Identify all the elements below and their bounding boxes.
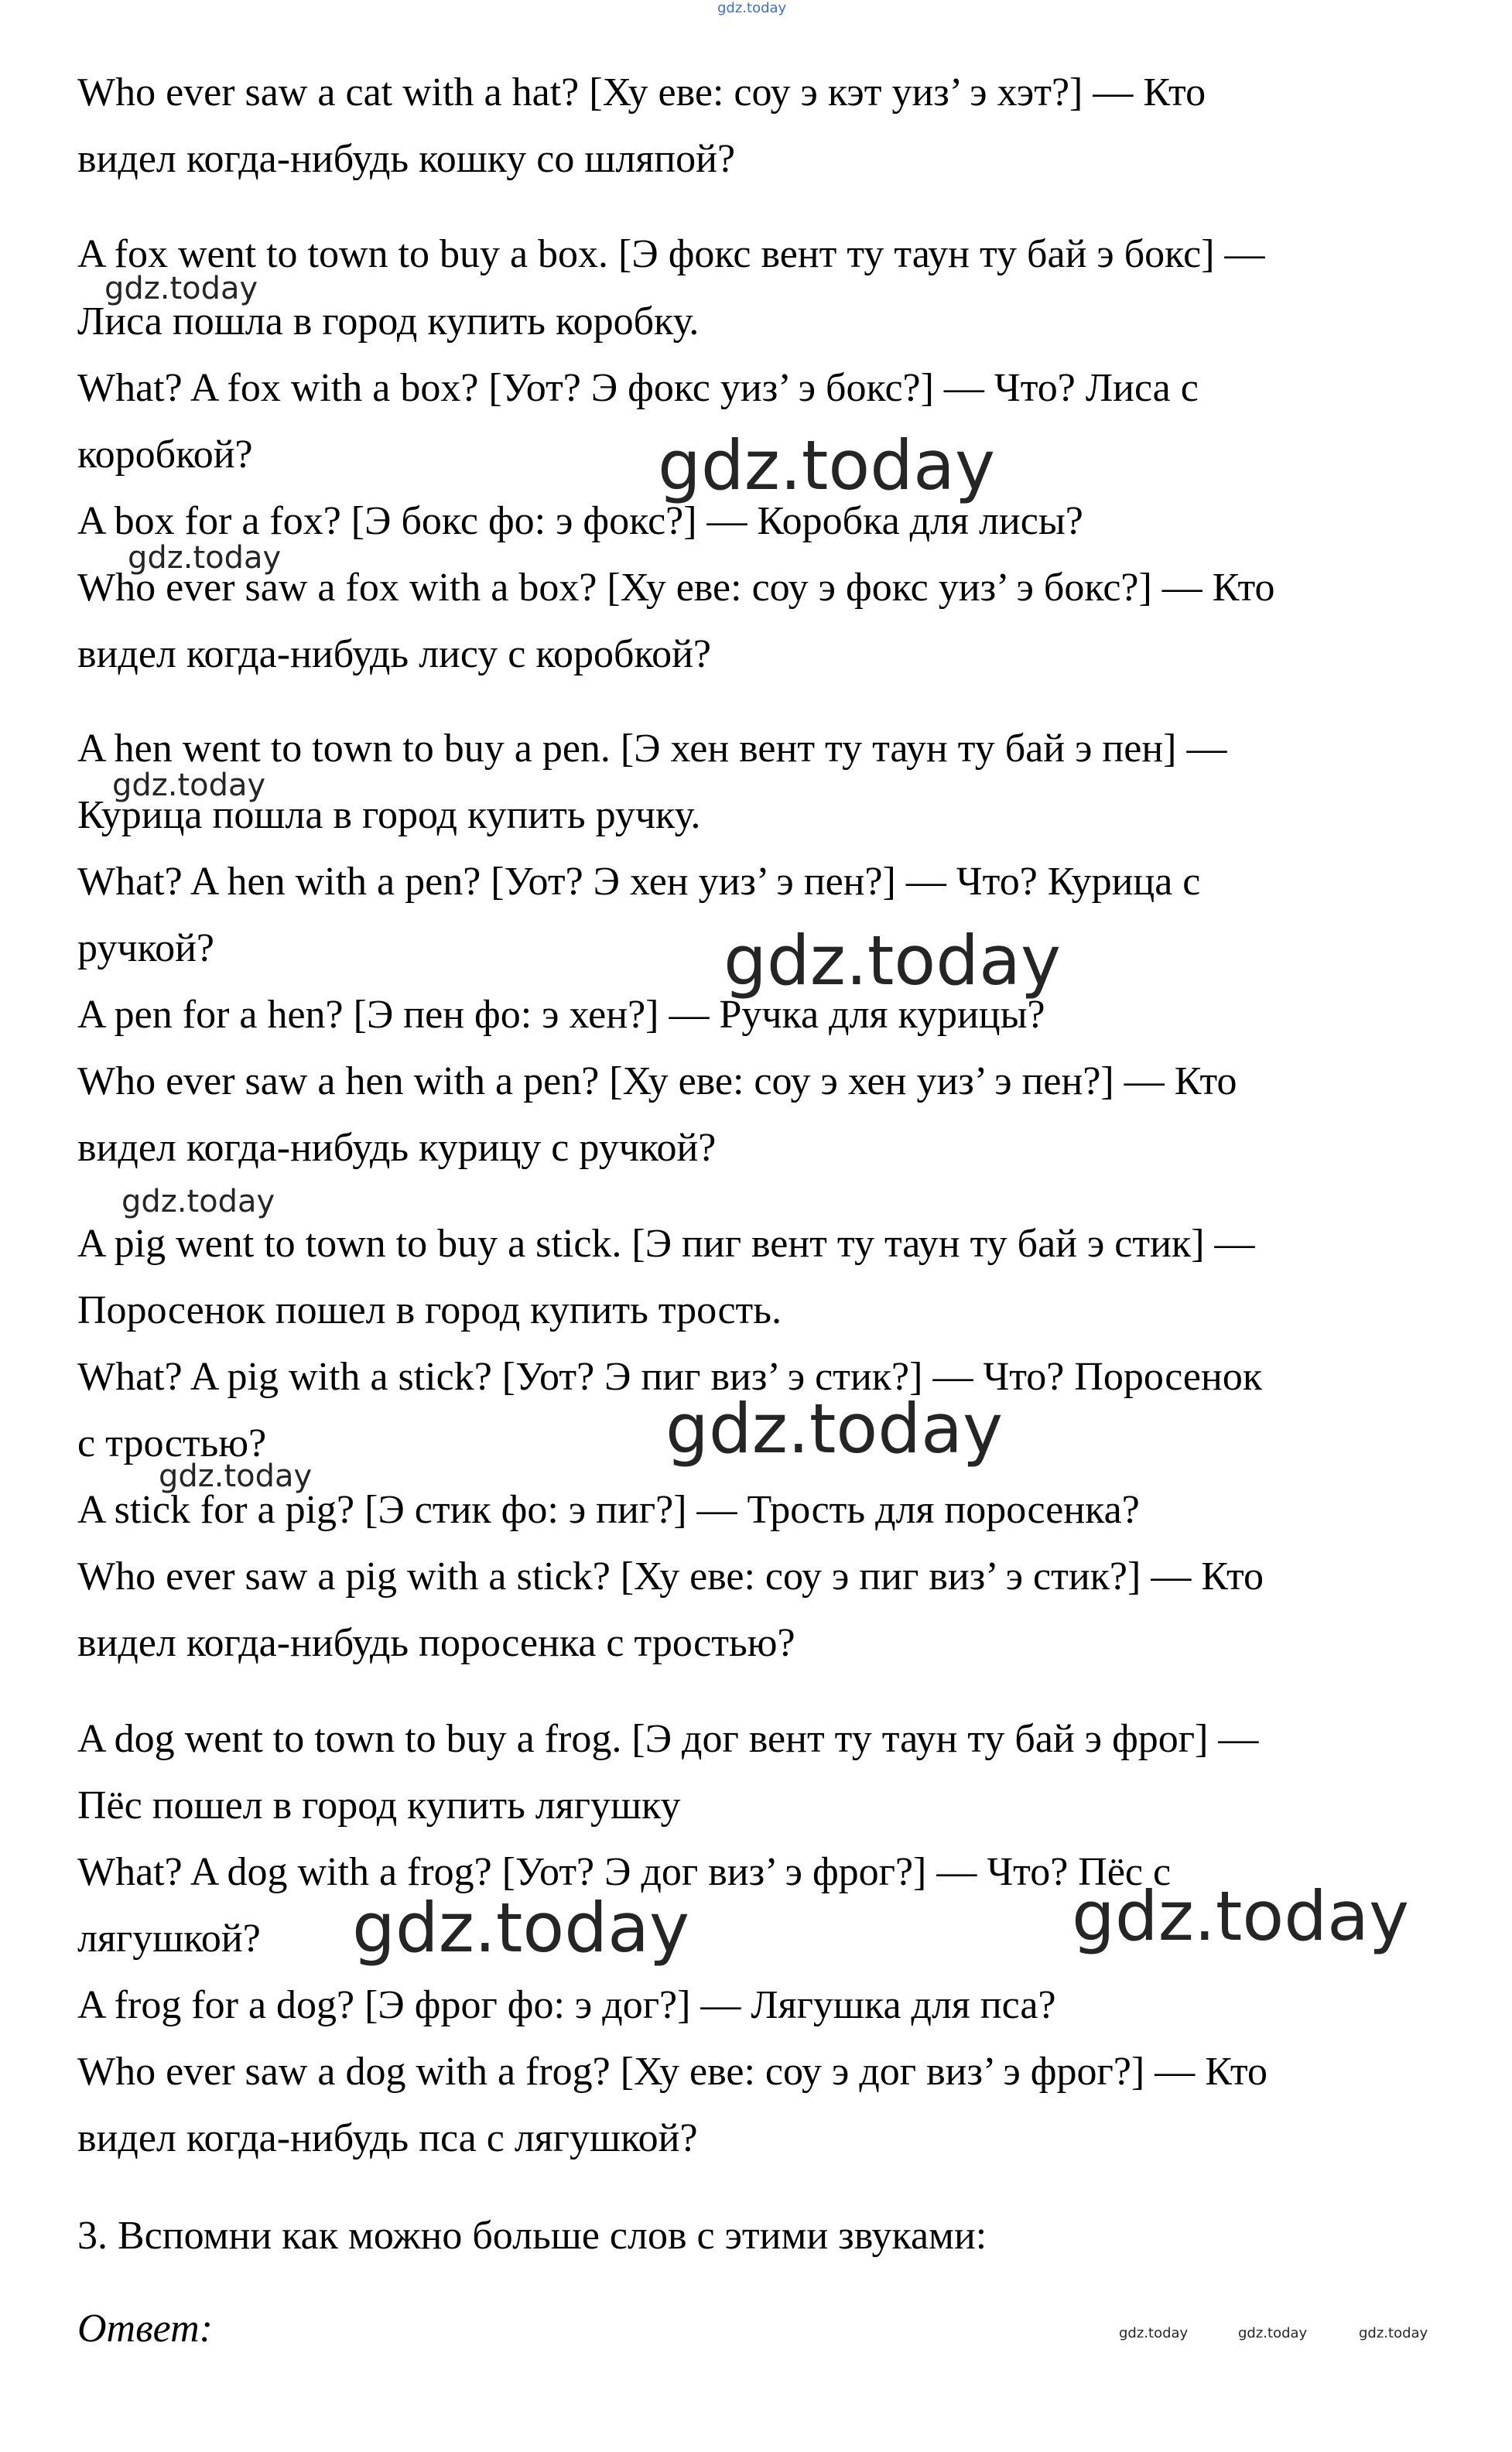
text-line: What? A fox with a box? [Уот? Э фокс уиз’ э бокс?] — Что? Лиса с	[77, 366, 1199, 410]
text-line: Who ever saw a dog with a frog? [Ху еве: соу э дог виз’ э фрог?] — Кто	[77, 2050, 1267, 2094]
watermark: gdz.today	[1238, 2325, 1308, 2341]
text-line: лягушкой?	[77, 1917, 261, 1961]
watermark: gdz.today	[658, 426, 996, 505]
watermark: gdz.today	[112, 768, 266, 803]
text-line: What? A dog with a frog? [Уот? Э дог виз’ э фрог?] — Что? Пёс с	[77, 1850, 1172, 1894]
text-line: A dog went to town to buy a frog. [Э дог вент ту таун ту бай э фрог] —	[77, 1717, 1259, 1761]
text-line: Who ever saw a hen with a pen? [Ху еве: соу э хен уиз’ э пен?] — Кто	[77, 1059, 1237, 1103]
text-line: A pig went to town to buy a stick. [Э пиг вент ту таун ту бай э стик] —	[77, 1222, 1255, 1266]
text-line: Who ever saw a cat with a hat? [Ху еве: соу э кэт уиз’ э хэт?] — Кто	[77, 70, 1206, 115]
text-line: Курица пошла в город купить ручку.	[77, 793, 701, 837]
text-line: Who ever saw a fox with a box? [Ху еве: соу э фокс уиз’ э бокс?] — Кто	[77, 566, 1275, 610]
watermark: gdz.today	[128, 540, 282, 576]
text-line: A frog for a dog? [Э фрог фо: э дог?] — Лягушка для пса?	[77, 1983, 1056, 2027]
text-line: A box for a fox? [Э бокс фо: э фокс?] — Коробка для лисы?	[77, 499, 1083, 543]
text-line: с тростью?	[77, 1421, 267, 1465]
text-line: видел когда-нибудь поросенка с тростью?	[77, 1621, 795, 1665]
text-line: видел когда-нибудь лису с коробкой?	[77, 632, 711, 676]
watermark: gdz.today	[121, 1184, 275, 1219]
answer-label: Ответ:	[77, 2307, 213, 2351]
text-line: What? A hen with a pen? [Уот? Э хен уиз’ э пен?] — Что? Курица с	[77, 860, 1201, 904]
watermark: gdz.today	[1359, 2325, 1428, 2341]
text-line: A stick for a pig? [Э стик фо: э пиг?] — Трость для поросенка?	[77, 1488, 1140, 1532]
text-line: Пёс пошел в город купить лягушку	[77, 1783, 681, 1828]
watermark: gdz.today	[159, 1459, 313, 1494]
text-line: Who ever saw a pig with a stick? [Ху еве: соу э пиг виз’ э стик?] — Кто	[77, 1554, 1264, 1599]
text-line: ручкой?	[77, 926, 214, 970]
watermark: gdz.today	[352, 1888, 690, 1968]
text-line: A pen for a hen? [Э пен фо: э хен?] — Ручка для курицы?	[77, 993, 1045, 1037]
watermark-top: gdz.today	[717, 0, 787, 16]
watermark: gdz.today	[665, 1389, 1004, 1469]
watermark: gdz.today	[724, 921, 1062, 1000]
text-line: видел когда-нибудь пса с лягушкой?	[77, 2116, 698, 2160]
text-line: Поросенок пошел в город купить трость.	[77, 1288, 782, 1332]
text-line: видел когда-нибудь курицу с ручкой?	[77, 1126, 717, 1170]
watermark: gdz.today	[1072, 1876, 1410, 1956]
text-line: What? A pig with a stick? [Уот? Э пиг виз’ э стик?] — Что? Поросенок	[77, 1355, 1263, 1399]
watermark: gdz.today	[1119, 2325, 1189, 2341]
text-line: видел когда-нибудь кошку со шляпой?	[77, 137, 736, 181]
text-line: A hen went to town to buy a pen. [Э хен вент ту таун ту бай э пен] —	[77, 727, 1227, 771]
text-line: коробкой?	[77, 433, 253, 477]
watermark: gdz.today	[104, 271, 258, 306]
task-heading: 3. Вспомни как можно больше слов с этими звуками:	[77, 2214, 987, 2258]
text-line: A fox went to town to buy a box. [Э фокс вент ту таун ту бай э бокс] —	[77, 232, 1265, 276]
text-line: Лиса пошла в город купить коробку.	[77, 299, 700, 344]
